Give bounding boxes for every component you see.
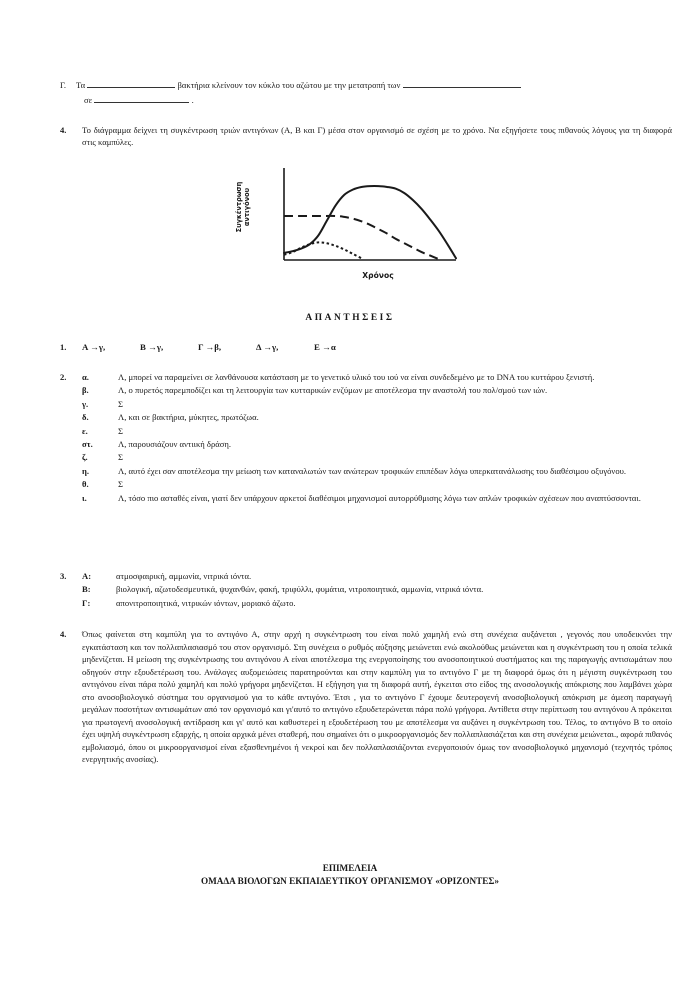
antigen-concentration-chart — [235, 168, 458, 290]
answer-3-row-text: βιολογική, αζωτοδεσμευτικά, ψυχανθών, φακή, τριφύλλι, φυμάτια, νιτροποιητικά, αμμωνία, νιτρικά ιόντα. — [116, 584, 484, 595]
chart-y-axis-label-line1: Συγκέντρωση — [235, 181, 243, 233]
answer-2-item-label: α. — [82, 372, 89, 382]
fill-in-item-gamma — [60, 78, 670, 106]
answer-2-item — [82, 398, 672, 410]
answer-2-item — [82, 465, 672, 477]
chart-series-antigen-a — [284, 186, 456, 258]
answer-2-item-label: ι. — [82, 492, 87, 503]
answer-2-sub-list — [82, 371, 672, 504]
answer-2-item-label: γ. — [82, 398, 89, 409]
answer-2-item-label: στ. — [82, 438, 93, 449]
chart-plot-area — [274, 168, 458, 268]
answer-1 — [60, 341, 660, 353]
document-footer — [0, 862, 700, 889]
answer-2-item-label: ζ. — [82, 452, 88, 463]
answer-2-item-text: Λ, και σε βακτήρια, μύκητες, πρωτόζωα. — [118, 412, 259, 423]
answer-3-row-label: Β: — [82, 584, 91, 595]
blank-field-2[interactable] — [403, 78, 521, 88]
item-gamma-text-middle: βακτήρια κλείνουν τον κύκλο του αζώτου με την μετατροπή των — [177, 80, 401, 90]
chart-y-axis-label-line2: αντιγόνου — [242, 187, 251, 227]
chart-y-axis-label — [236, 176, 250, 238]
chart-x-axis-label: Χρόνος — [362, 271, 394, 280]
answer-3-row-list — [82, 570, 672, 609]
answer-2-item — [82, 411, 672, 423]
answer-2-item — [82, 438, 672, 450]
answer-4-paragraph: Όπως φαίνεται στη καμπύλη για το αντιγόνο Α, στην αρχή η συγκέντρωση του είναι πολύ χαμηλή ενώ στη συνέχεια αυξάνεται , γεγονός που υποδεικνύει την εγκατάσταση και τον πολλαπλασιασμό του στον οργανισμό. Στη συνέχεια ο ρυθμός αύξησης μειώνεται ενώ ακολούθως μειώνεται και η συγκέντρωση του η οποία τελικά μηδενίζεται. Η μείωση της συγκέντρωσης του αντιγόνου Α είναι αποτέλεσμα της ενεργοποίησης του ανοσοποιητικού συστήματος και της παραγωγής αντισωμάτων που οδηγούν στην εξουδετέρωση του. Ανάλογες αυξομειώσεις παρατηρούνται και στην καμπύλη για το αντιγόνο Γ με τη διαφορά όμως ότι η μέγιστη συγκέντρωση του αντιγόνου είναι πάρα πολύ χαμηλή και πολύ γρήγορα μηδενίζεται. Η εξήγηση για τη διαφορά αυτή, έγκειται στο είδος της ανοσολογικής απόκρισης που λαμβάνει χώρα στο ανοσοβιολογικό σύστημα του οργανισμού για το κάθε αντιγόνο. Έτσι , για το αντιγόνο Γ έχουμε δευτερογενή ανοσοβιολογική απόκριση με άμεση παραγωγή μεγάλων ποσοτήτων αντισωμάτων από τον οργανισμό και γι'αυτό το αντιγόνο εξουδετερώνεται πάρα πολύ γρήγορα. Αντίθετα στην περίπτωση του αντιγόνου Α πρόκειται για πρωτογενή ανοσολογική αντίδραση και γι' αυτό και καθυστερεί η εξουδετέρωση του με αποτέλεσμα να αυξάνει η συγκέντρωση του. Τέλος, το αντιγόνο Β το οποίο έχει υψηλή συγκέντρωση εξαρχής, η οποία αρχικά μένει σταθερή, που σημαίνει ότι ο μικροοργανισμός δεν πολλαπλασιάζεται και στη συνέχεια μειώνεται., αφορά πιθανός εμβολιασμό, όπου οι μικροοργανισμοί είναι εξασθενημένοι ή νεκροί και δεν πολλαπλασιάζονται ενεργοποιούν όμως τον ανοσοβιολογικό μηχανισμό (τεχνητός τρόπος ενεργητικής ανοσίας). — [82, 629, 672, 765]
answer-2-item — [82, 492, 672, 504]
answer-1-pair: Γ →β, — [198, 342, 222, 352]
answer-3 — [60, 570, 672, 610]
blank-field-1[interactable] — [87, 78, 175, 88]
answer-3-row-label: Α: — [82, 571, 92, 581]
answer-2 — [60, 371, 672, 505]
answer-2-item-text: Λ, τόσο πιο ασταθές είναι, γιατί δεν υπάρχουν αρκετοί διαθέσιμοι μηχανισμοί αυτορρύθμισης λόγω των απλών τροφικών σχέσεων που αναπτύσσονται. — [118, 492, 641, 503]
answer-3-row — [82, 583, 672, 595]
fill-in-line-1 — [60, 78, 670, 91]
fill-in-line-2 — [84, 93, 670, 106]
answer-2-item-label: θ. — [82, 479, 89, 490]
answer-2-item-text: Σ — [118, 398, 124, 409]
answer-3-row-label: Γ: — [82, 597, 91, 608]
chart-series-antigen-b — [284, 216, 439, 259]
question-4-text: Το διάγραμμα δείχνει τη συγκέντρωση τριών αντιγόνων (Α, Β και Γ) μέσα στον οργανισμό σε σχέση με το χρόνο. Να εξηγήσετε τους πιθανούς λόγους για τη διαφορά στις καμπύλες. — [82, 125, 672, 148]
answer-1-pairs — [82, 342, 372, 352]
footer-line-1: ΕΠΙΜΕΛΕΙΑ — [322, 863, 378, 873]
answer-1-pair: Β →γ, — [140, 342, 164, 352]
answer-2-item-text: Λ, μπορεί να παραμείνει σε λανθάνουσα κατάσταση με το γενετικό υλικό του ιού να είναι συνδεδεμένο με το DNA του κυττάρου ξενιστή. — [118, 372, 595, 382]
answer-2-item-label: β. — [82, 385, 89, 396]
answer-3-row-text: ατμοσφαιρική, αμμωνία, νιτρικά ιόντα. — [116, 571, 252, 581]
answer-3-number: 3. — [60, 571, 67, 581]
answer-2-item-text: Λ, αυτό έχει σαν αποτέλεσμα την μείωση των καταναλωτών των ανώτερων τροφικών επιπέδων λόγω υπερκατανάλωσης του διαθέσιμου οξυγόνου. — [118, 465, 627, 476]
answer-2-item — [82, 384, 672, 396]
answer-2-item-text: Σ — [118, 425, 124, 436]
answer-3-row — [82, 570, 672, 582]
answer-2-item — [82, 425, 672, 437]
answer-2-item-label: ε. — [82, 425, 88, 436]
answer-2-item — [82, 478, 672, 490]
answer-1-pair: Α →γ, — [82, 342, 106, 352]
answer-2-item-label: η. — [82, 465, 90, 476]
answer-3-row-text: απονιτροποιητικά, νιτρικών ιόντων, μοριακό άζωτο. — [116, 597, 296, 608]
item-gamma-label: Γ. — [60, 80, 67, 90]
item-gamma-text-line2: σε — [84, 95, 93, 106]
answer-4 — [60, 628, 672, 766]
answer-3-row — [82, 597, 672, 609]
answer-4-number: 4. — [60, 629, 67, 639]
answer-2-item — [82, 451, 672, 463]
answer-1-number: 1. — [60, 342, 67, 352]
answer-2-item-label: δ. — [82, 412, 89, 423]
answer-2-item-text: Σ — [118, 479, 124, 490]
answer-1-pair: Δ →γ, — [256, 342, 279, 352]
question-4-prompt — [60, 124, 672, 148]
answer-2-number: 2. — [60, 372, 67, 382]
answer-2-item-text: Λ, παρουσιάζουν αντιική δράση. — [118, 438, 232, 449]
item-gamma-text-before: Τα — [76, 80, 86, 90]
answer-2-item — [82, 371, 672, 383]
answer-2-item-text: Σ — [118, 452, 124, 463]
question-4-number: 4. — [60, 125, 67, 135]
item-gamma-period: . — [191, 95, 194, 106]
answer-1-pair: Ε →α — [314, 342, 336, 352]
answer-2-item-text: Λ, ο πυρετός παρεμποδίζει και τη λειτουργία των κυτταρικών ενζύμων με αποτέλεσμα την αναστολή του πολ/σμού των ιών. — [118, 385, 548, 396]
footer-line-2: ΟΜΑΔΑ ΒΙΟΛΟΓΩΝ ΕΚΠΑΙΔΕΥΤΙΚΟΥ ΟΡΓΑΝΙΣΜΟΥ «ΟΡΙΖΟΝΤΕΣ» — [200, 876, 500, 887]
blank-field-3[interactable] — [94, 93, 189, 103]
answers-section-heading: ΑΠΑΝΤΗΣΕΙΣ — [305, 313, 395, 323]
